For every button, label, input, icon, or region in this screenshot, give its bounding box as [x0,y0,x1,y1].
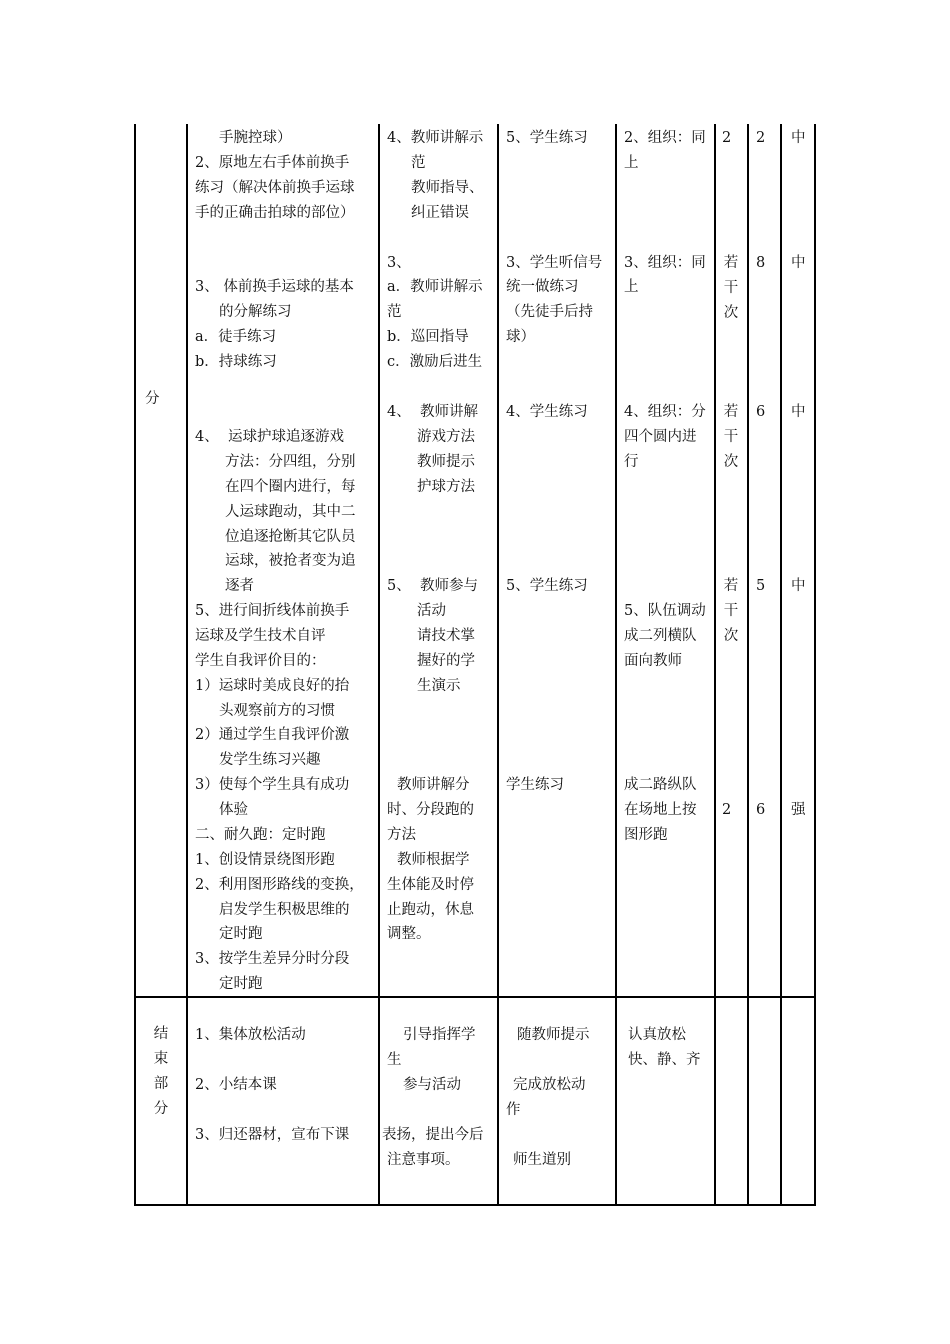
teacher-line: 时、分段跑的 [387,802,474,818]
teacher-line: 4、教师讲解示 [387,130,484,146]
section-label-fen: 分 [145,391,160,407]
teacher-line: 4、 教师讲解 [387,404,478,420]
content-line: 1、创设情景绕图形跑 [195,852,335,868]
content-line: 方法：分四组，分别 [225,454,356,470]
end-content-line: 2、小结本课 [195,1077,277,1093]
organization-line: 4、组织：分 [624,404,706,420]
intensity-value: 中 [791,255,806,271]
end-student-line: 随教师提示 [517,1027,590,1043]
teacher-line: 教师讲解分 [397,777,470,793]
end-student-line: 作 [506,1102,521,1118]
teacher-line: 请技术掌 [417,628,475,644]
content-line: 的分解练习 [219,304,292,320]
teacher-line: 方法 [387,827,416,843]
content-line: 2）通过学生自我评价激 [195,727,350,743]
times-value: 若干次 [723,578,739,644]
teacher-line: 生体能及时停 [387,877,474,893]
end-student-line: 师生道别 [513,1152,571,1168]
teacher-line: 范 [411,155,426,171]
table-border-bottom [134,1204,816,1206]
content-line: 3、按学生差异分时分段 [195,951,350,967]
teacher-line: 5、 教师参与 [387,578,478,594]
end-content-line: 1、集体放松活动 [195,1027,306,1043]
student-line: 3、学生听信号 [506,255,603,271]
table-divider-col6 [747,124,749,1206]
end-teacher-line: 表扬，提出今后 [382,1127,484,1143]
teacher-line: 握好的学 [417,653,475,669]
end-organization-line: 快、静、齐 [628,1052,701,1068]
content-line: 手的正确击拍球的部位） [195,205,355,221]
teacher-line: 止跑动，休息 [387,902,474,918]
teacher-line: 教师指导、 [411,180,484,196]
student-line: 5、学生练习 [506,130,588,146]
student-line: 球） [506,329,535,345]
teacher-line: 3、 [387,255,411,271]
intensity-value: 强 [791,802,806,818]
teacher-line: 纠正错误 [411,205,469,221]
table-divider-col3 [497,124,499,1206]
times-value: 2 [722,802,732,818]
minutes-value: 2 [756,130,766,146]
end-student-line: 完成放松动 [513,1077,586,1093]
student-line: 统一做练习 [506,279,579,295]
organization-line: 成二路纵队 [624,777,697,793]
content-line: 2、利用图形路线的变换， [195,877,364,893]
content-line: 人运球跑动，其中二 [225,504,356,520]
content-line: 位追逐抢断其它队员 [225,529,356,545]
teacher-line: a．教师讲解示 [387,279,483,295]
end-content-line: 3、归还器材，宣布下课 [195,1127,350,1143]
teacher-line: 护球方法 [417,479,475,495]
content-line: a．徒手练习 [195,329,277,345]
organization-line: 上 [624,279,639,295]
end-teacher-line: 注意事项。 [387,1152,460,1168]
content-line: 在四个圈内进行，每 [225,479,356,495]
organization-line: 成二列横队 [624,628,697,644]
times-value: 若干次 [723,255,739,321]
teacher-line: c．激励后进生 [387,354,483,370]
organization-line: 3、组织：同 [624,255,706,271]
organization-line: 行 [624,454,639,470]
times-value: 若干次 [723,404,739,470]
table-border-right [814,124,816,1206]
teacher-line: 活动 [417,603,446,619]
content-line: 练习（解决体前换手运球 [195,180,355,196]
table-divider-col7 [780,124,782,1206]
end-teacher-line: 参与活动 [403,1077,461,1093]
organization-line: 在场地上按 [624,802,697,818]
organization-line: 2、组织：同 [624,130,706,146]
content-line: 手腕控球） [219,130,292,146]
organization-line: 四个圆内进 [624,429,697,445]
student-line: 学生练习 [506,777,564,793]
end-teacher-line: 生 [387,1052,402,1068]
content-line: 3、 体前换手运球的基本 [195,279,354,295]
content-line: 5、进行间折线体前换手 [195,603,350,619]
teacher-line: 教师根据学 [397,852,470,868]
content-line: 1）运球时美成良好的抬 [195,678,350,694]
content-line: 体验 [219,802,248,818]
organization-line: 5、队伍调动 [624,603,706,619]
content-line: 定时跑 [219,926,263,942]
minutes-value: 5 [756,578,766,594]
intensity-value: 中 [791,404,806,420]
organization-line: 面向教师 [624,653,682,669]
student-line: 4、学生练习 [506,404,588,420]
content-line: 运球，被抢者变为追 [225,553,356,569]
table-divider-col1 [186,124,188,1206]
student-line: 5、学生练习 [506,578,588,594]
content-line: 4、 运球护球追逐游戏 [195,429,344,445]
table-divider-col5 [714,124,716,1206]
teacher-line: 调整。 [387,926,431,942]
minutes-value: 6 [756,404,766,420]
content-line: 二、耐久跑：定时跑 [195,827,326,843]
content-line: 定时跑 [219,976,263,992]
table-border-left [134,124,136,1206]
intensity-value: 中 [791,130,806,146]
content-line: 学生自我评价目的： [195,653,326,669]
end-organization-line: 认真放松 [628,1027,686,1043]
minutes-value: 8 [756,255,766,271]
content-line: b．持球练习 [195,354,277,370]
content-line: 启发学生积极思维的 [219,902,350,918]
teacher-line: 教师提示 [417,454,475,470]
intensity-value: 中 [791,578,806,594]
table-divider-col4 [615,124,617,1206]
table-divider-col2 [378,124,380,1206]
teacher-line: b．巡回指导 [387,329,469,345]
content-line: 逐者 [225,578,254,594]
end-teacher-line: 引导指挥学 [403,1027,476,1043]
organization-line: 上 [624,155,639,171]
content-line: 运球及学生技术自评 [195,628,326,644]
minutes-value: 6 [756,802,766,818]
teacher-line: 生演示 [417,678,461,694]
student-line: （先徒手后持 [506,304,593,320]
teacher-line: 游戏方法 [417,429,475,445]
content-line: 发学生练习兴趣 [219,752,321,768]
content-line: 2、原地左右手体前换手 [195,155,350,171]
organization-line: 图形跑 [624,827,668,843]
section-label-end: 结束部分 [153,1026,169,1117]
times-value: 2 [722,130,732,146]
content-line: 头观察前方的习惯 [219,703,335,719]
teacher-line: 范 [387,304,402,320]
content-line: 3）使每个学生具有成功 [195,777,350,793]
